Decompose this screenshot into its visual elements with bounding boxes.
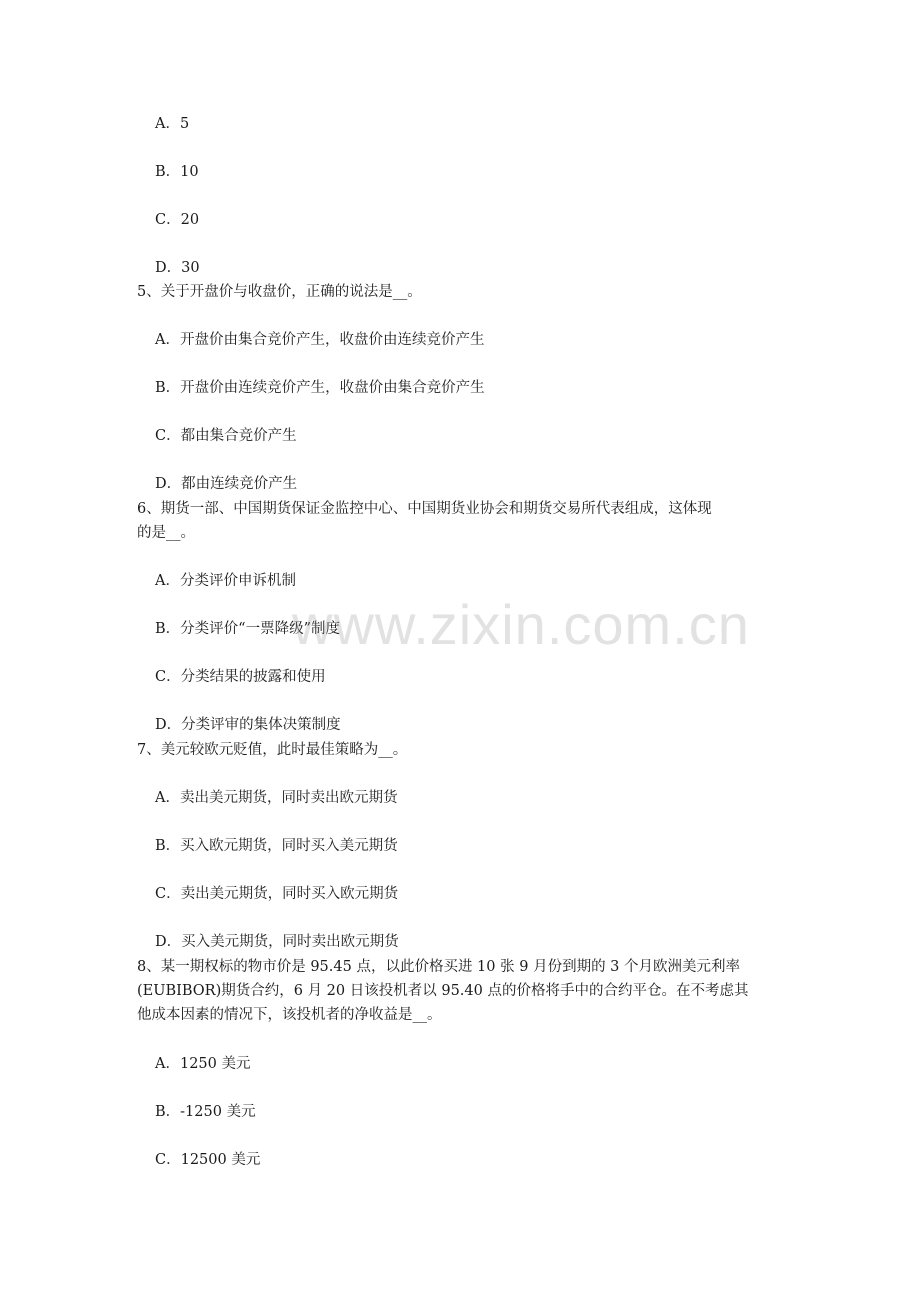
q7-option-c: C．卖出美元期货，同时买入欧元期货 [155, 886, 399, 902]
q4-option-d: D．30 [155, 260, 200, 276]
q7-question: 7、美元较欧元贬值，此时最佳策略为__。 [137, 742, 408, 758]
q5-option-a: A．开盘价由集合竞价产生，收盘价由连续竞价产生 [155, 332, 485, 348]
q8-question-line1: 8、某一期权标的物市价是 95.45 点，以此价格买进 10 张 9 月份到期的 3 个月欧洲美元利率 [137, 959, 741, 975]
q4-option-c: C．20 [155, 212, 200, 228]
q6-option-b: B．分类评价“一票降级”制度 [155, 621, 340, 637]
q5-option-c: C．都由集合竞价产生 [155, 428, 297, 444]
q8-option-c: C．12500 美元 [155, 1152, 261, 1168]
q6-question-line1: 6、期货一部、中国期货保证金监控中心、中国期货业协会和期货交易所代表组成，这体现 [137, 501, 712, 517]
q5-option-d: D．都由连续竞价产生 [155, 476, 298, 492]
q4-option-b: B．10 [155, 164, 199, 180]
q5-option-b: B．开盘价由连续竞价产生，收盘价由集合竞价产生 [155, 380, 485, 396]
q8-option-a: A．1250 美元 [155, 1056, 251, 1072]
q8-question-line3: 他成本因素的情况下，该投机者的净收益是__。 [137, 1007, 442, 1023]
q6-option-c: C．分类结果的披露和使用 [155, 669, 326, 685]
q6-option-a: A．分类评价申诉机制 [155, 573, 296, 589]
q7-option-a: A．卖出美元期货，同时卖出欧元期货 [155, 790, 398, 806]
watermark: www.zixin.com.cn [292, 593, 750, 656]
q7-option-d: D．买入美元期货，同时卖出欧元期货 [155, 934, 399, 950]
q5-question: 5、关于开盘价与收盘价，正确的说法是__。 [137, 284, 422, 300]
q4-option-a: A．5 [155, 116, 190, 132]
q6-option-d: D．分类评审的集体决策制度 [155, 717, 341, 733]
q7-option-b: B．买入欧元期货，同时买入美元期货 [155, 838, 398, 854]
q8-question-line2: (EUBIBOR)期货合约，6 月 20 日该投机者以 95.40 点的价格将手中的合约平仓。在不考虑其 [137, 983, 749, 999]
q6-question-line2: 的是__。 [137, 525, 195, 541]
q8-option-b: B．-1250 美元 [155, 1104, 256, 1120]
